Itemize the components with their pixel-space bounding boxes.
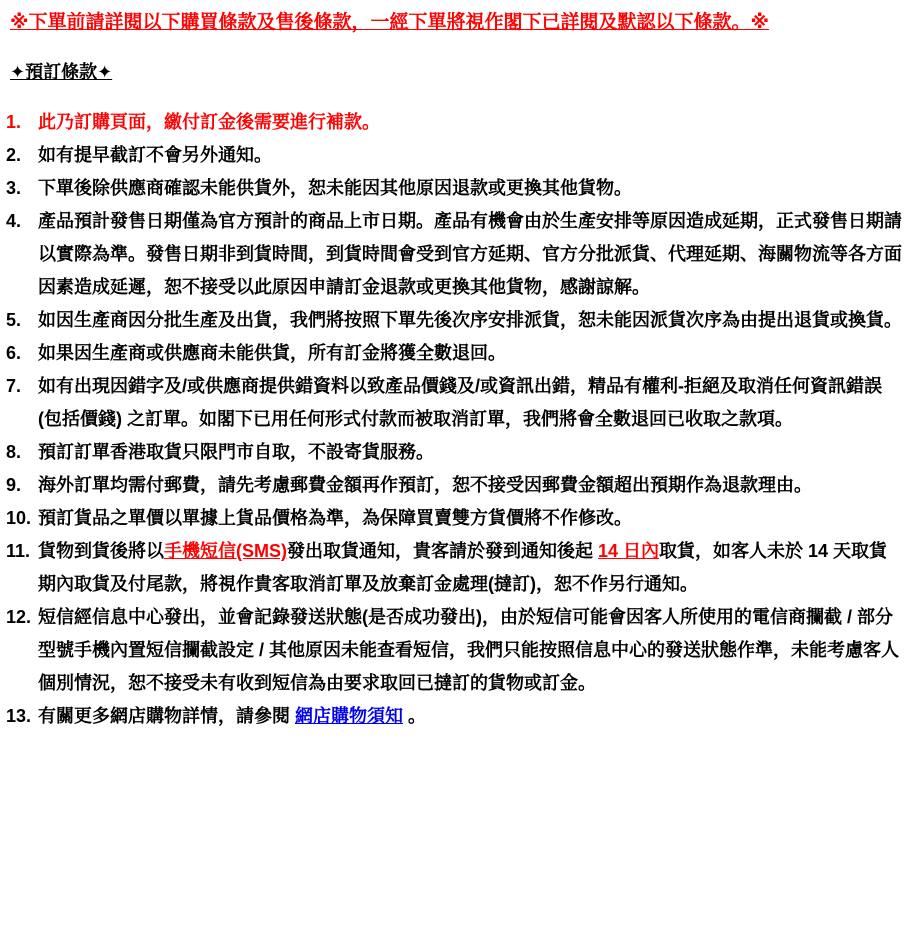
term-item-12 <box>6 601 905 700</box>
term-item-5 <box>6 304 905 337</box>
term-number: 1. <box>6 112 22 132</box>
term-item-6 <box>6 337 905 370</box>
term-text <box>38 601 905 700</box>
term-item-13 <box>6 700 905 733</box>
term-text-segment: 如因生產商因分批生產及出貨，我們將按照下單先後次序安排派貨，恕未能因派貨次序為由提出退貨或換貨。 <box>38 310 902 330</box>
term-text <box>38 106 905 139</box>
term-text-segment: 取貨，如客人未於 14 天取貨期內取貨及付尾款，將視作貴客取消訂單及放棄訂金處理(撻訂)，恕不作另行通知。 <box>38 541 888 594</box>
term-text-segment: 預訂貨品之單價以單據上貨品價格為準，為保障買賣雙方貨價將不作修改。 <box>38 508 632 528</box>
term-item-11 <box>6 535 905 601</box>
term-item-7 <box>6 370 905 436</box>
term-number: 7. <box>6 376 22 396</box>
term-text-segment: 預訂訂單香港取貨只限門市自取，不設寄貨服務。 <box>38 442 434 462</box>
highlighted-red-text: 手機短信(SMS) <box>164 541 287 561</box>
term-text-segment: 下單後除供應商確認未能供貨外，恕未能因其他原因退款或更換其他貨物。 <box>38 178 632 198</box>
term-item-9 <box>6 469 905 502</box>
term-text-segment: 發出取貨通知，貴客請於發到通知後起 <box>287 541 598 561</box>
term-text-segment: 如果因生產商或供應商未能供貨，所有訂金將獲全數退回。 <box>38 343 506 363</box>
term-item-2 <box>6 139 905 172</box>
term-item-1 <box>6 106 905 139</box>
term-text-segment: 有關更多網店購物詳情，請參閱 <box>38 706 295 726</box>
term-text <box>38 370 905 436</box>
term-text <box>38 700 905 733</box>
term-number: 13. <box>6 706 32 726</box>
highlighted-red-text: 14 日內 <box>598 541 660 561</box>
term-text-segment: 海外訂單均需付郵費，請先考慮郵費金額再作預訂，恕不接受因郵費金額超出預期作為退款理由。 <box>38 475 812 495</box>
term-text <box>38 205 905 304</box>
purchase-terms-header: ※下單前請詳閱以下購買條款及售後條款，一經下單將視作閣下已詳閱及默認以下條款。※ <box>10 12 769 33</box>
term-number: 12. <box>6 607 32 627</box>
term-number: 5. <box>6 310 22 330</box>
term-text-segment: 如有出現因錯字及/或供應商提供錯資料以致產品價錢及/或資訊出錯，精品有權利-拒絕及取消任何資訊錯誤(包括價錢) 之訂單。如閣下已用任何形式付款而被取消訂單，我們將會全數退回已收取之款項。 <box>38 376 882 429</box>
term-number: 8. <box>6 442 22 462</box>
shop-guide-link[interactable]: 網店購物須知 <box>295 706 403 726</box>
term-text <box>38 502 905 535</box>
term-text-segment: 此乃訂購頁面，繳付訂金後需要進行補款。 <box>38 112 380 132</box>
term-text-segment: 短信經信息中心發出，並會記錄發送狀態(是否成功發出)，由於短信可能會因客人所使用的電信商攔截 / 部分型號手機內置短信攔截設定 / 其他原因未能查看短信，我們只能按照信息中心的發送狀態作準，未能考慮客人個別情況，恕不接受未有收到短信為由要求取回已撻訂的貨物或訂金。 <box>38 607 899 693</box>
term-text-segment: 如有提早截訂不會另外通知。 <box>38 145 272 165</box>
terms-list <box>6 106 905 733</box>
term-text <box>38 172 905 205</box>
term-text <box>38 535 905 601</box>
term-number: 4. <box>6 211 22 231</box>
term-text <box>38 469 905 502</box>
term-number: 10. <box>6 508 32 528</box>
term-number: 11. <box>6 541 31 561</box>
term-item-4 <box>6 205 905 304</box>
term-item-8 <box>6 436 905 469</box>
term-number: 2. <box>6 145 22 165</box>
term-text-segment: 貨物到貨後將以 <box>38 541 164 561</box>
term-number: 3. <box>6 178 22 198</box>
term-text <box>38 304 905 337</box>
term-number: 6. <box>6 343 22 363</box>
term-text <box>38 436 905 469</box>
term-item-3 <box>6 172 905 205</box>
preorder-terms-title: ✦預訂條款✦ <box>10 62 113 82</box>
term-number: 9. <box>6 475 22 495</box>
term-item-10 <box>6 502 905 535</box>
term-text <box>38 139 905 172</box>
term-text-segment: 產品預計發售日期僅為官方預計的商品上市日期。產品有機會由於生產安排等原因造成延期，正式發售日期請以實際為準。發售日期非到貨時間，到貨時間會受到官方延期、官方分批派貨、代理延期、海關物流等各方面因素造成延遲，恕不接受以此原因申請訂金退款或更換其他貨物，感謝諒解。 <box>38 211 902 297</box>
term-text-segment: 。 <box>403 706 427 726</box>
term-text <box>38 337 905 370</box>
